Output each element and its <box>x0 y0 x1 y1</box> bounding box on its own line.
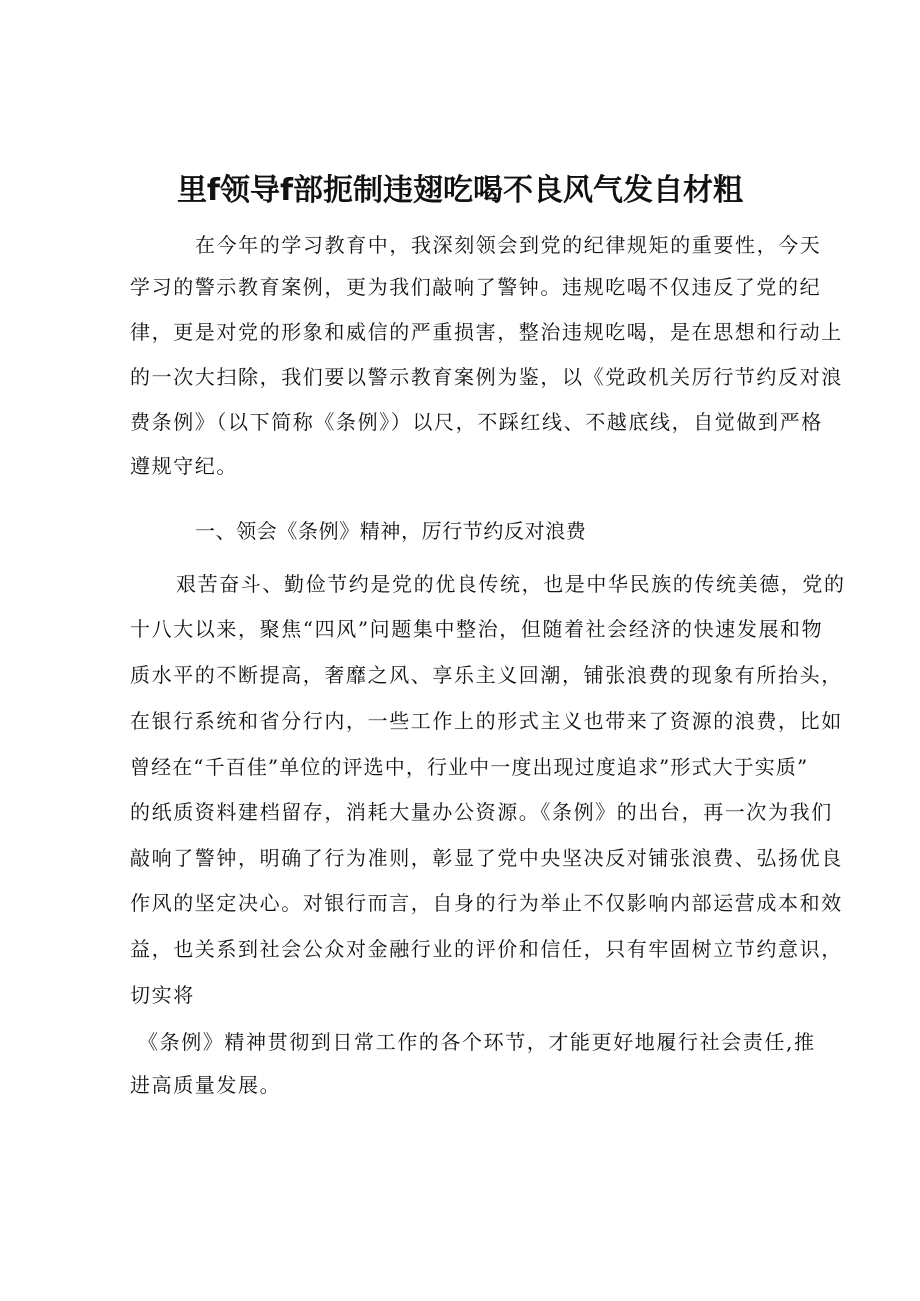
paragraph-line: 《条例》精神贯彻到日常工作的各个环节，才能更好地履行社会责任,推 <box>138 1030 816 1054</box>
paragraph-line: 律，更是对党的形象和威信的严重损害，整治违规吃喝，是在思想和行动上 <box>130 320 843 344</box>
paragraph-line: 敲响了警钟，明确了行为准则，彰显了党中央坚决反对铺张浪费、弘扬优良 <box>130 846 843 870</box>
paragraph-line: 作风的坚定决心。对银行而言，自身的行为举止不仅影响内部运营成本和效 <box>130 891 843 915</box>
paragraph-line: 艰苦奋斗、勤俭节约是党的优良传统，也是中华民族的传统美德，党的 <box>176 572 846 596</box>
section-heading: 一、领会《条例》精神，厉行节约反对浪费 <box>195 519 587 543</box>
paragraph-line: 的纸质资料建档留存，消耗大量办公资源。《条例》的出台，再一次为我们 <box>130 800 833 824</box>
paragraph-line: 学习的警示教育案例，更为我们敲响了警钟。违规吃喝不仅违反了党的纪 <box>130 275 822 299</box>
paragraph-line: 进高质量发展。 <box>130 1073 282 1097</box>
paragraph-line: 遵规守纪。 <box>130 454 238 478</box>
paragraph-line: 益，也关系到社会公众对金融行业的评价和信任，只有牢固树立节约意识， <box>130 937 843 961</box>
paragraph-line: 十八大以来，聚焦“四风”问题集中整治，但随着社会经济的快速发展和物 <box>130 617 824 641</box>
paragraph-line: 质水平的不断提高，奢靡之风、享乐主义回潮，铺张浪费的现象有所抬头， <box>130 663 843 687</box>
paragraph-line: 在银行系统和省分行内，一些工作上的形式主义也带来了资源的浪费，比如 <box>130 709 843 733</box>
paragraph-line: 的一次大扫除，我们要以警示教育案例为鉴，以《党政机关厉行节约反对浪 <box>130 365 843 389</box>
paragraph-line: 在今年的学习教育中，我深刻领会到党的纪律规矩的重要性，今天 <box>195 233 822 257</box>
paragraph-line: 费条例》（以下简称《条例》）以尺，不踩红线、不越底线，自觉做到严格 <box>130 410 823 434</box>
paragraph-line: 切实将 <box>130 983 195 1007</box>
paragraph-line: 曾经在“千百佳”单位的评选中，行业中一度出现过度追求”形式大于实质” <box>130 755 809 779</box>
document-title: 里f领导f部扼制违翅吃喝不良风气发自材粗 <box>176 173 744 208</box>
